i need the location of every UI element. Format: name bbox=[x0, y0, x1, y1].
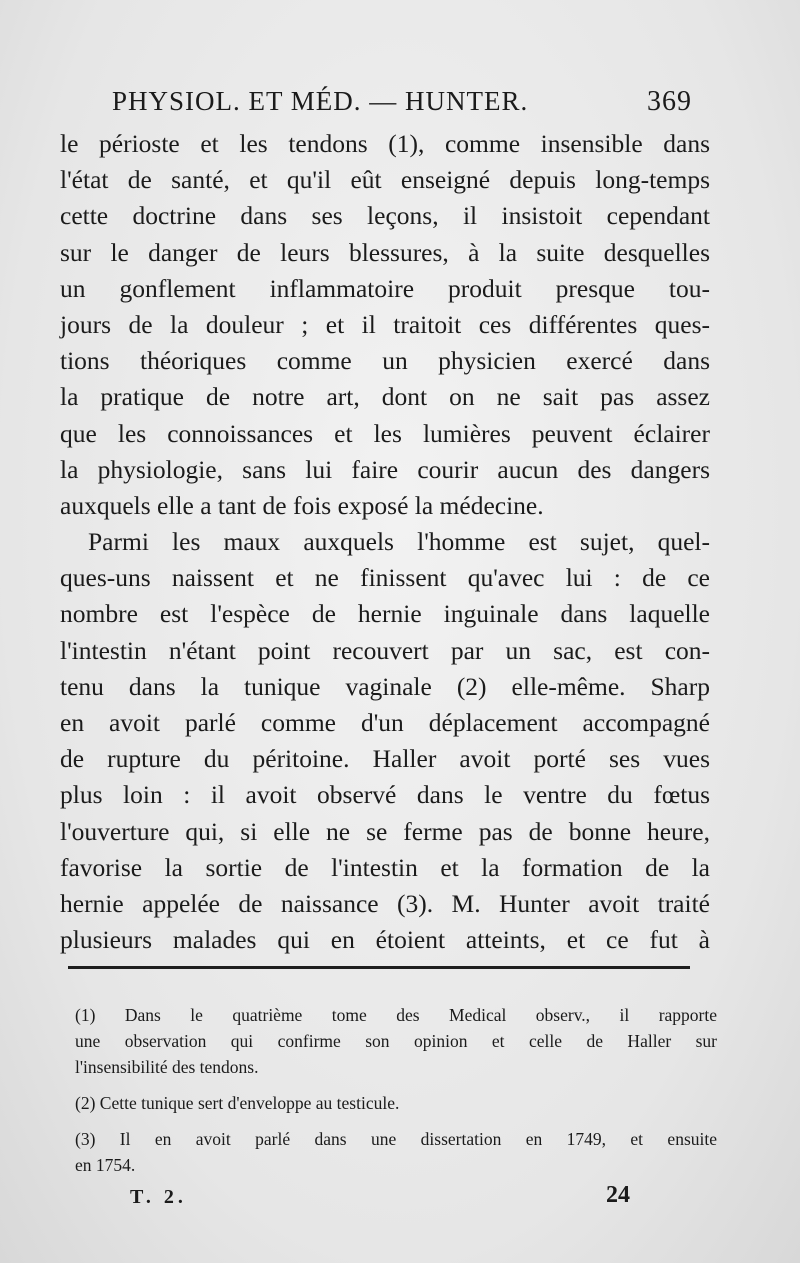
text-line: la physiologie, sans lui faire courir aucun des dangers bbox=[60, 454, 710, 484]
body-text bbox=[60, 126, 710, 958]
footnote-line: en 1754. bbox=[75, 1155, 136, 1175]
text-line: tenu dans la tunique vaginale (2) elle-même. Sharp bbox=[60, 671, 710, 701]
running-head-title: PHYSIOL. ET MÉD. — HUNTER. bbox=[112, 86, 529, 116]
text-line: en avoit parlé comme d'un déplacement accompagné bbox=[60, 708, 710, 737]
footnote-1 bbox=[75, 1002, 717, 1080]
footnote-3 bbox=[75, 1126, 717, 1178]
text-line: hernie appelée de naissance (3). M. Hunter avoit traité bbox=[60, 888, 710, 918]
text-line: un gonflement inflammatoire produit presque tou- bbox=[60, 273, 710, 303]
footnote-line: (3) Il en avoit parlé dans une dissertation en 1749, et ensuite bbox=[75, 1129, 717, 1149]
text-line: cette doctrine dans ses leçons, il insistoit cependant bbox=[60, 201, 710, 231]
footnote-line: (1) Dans le quatrième tome des Medical observ., il rapporte bbox=[75, 1005, 717, 1025]
text-line: plusieurs malades qui en étoient atteints, et ce fut à bbox=[60, 925, 710, 955]
running-head bbox=[112, 86, 692, 124]
text-line: de rupture du péritoine. Haller avoit porté ses vues bbox=[60, 744, 710, 774]
text-line: favorise la sortie de l'intestin et la formation de la bbox=[60, 852, 710, 882]
footnotes bbox=[75, 1002, 717, 1178]
footnote-line: (2) Cette tunique sert d'enveloppe au testicule. bbox=[75, 1093, 400, 1113]
signature-mark: T. 2. bbox=[130, 1186, 187, 1208]
text-line: tions théoriques comme un physicien exercé dans bbox=[60, 346, 710, 376]
text-line: l'ouverture qui, si elle ne se ferme pas de bonne heure, bbox=[60, 816, 710, 846]
text-line: plus loin : il avoit observé dans le ventre du fœtus bbox=[60, 780, 710, 810]
text-line: ques-uns naissent et ne finissent qu'avec lui : de ce bbox=[60, 563, 710, 593]
footnote-line: une observation qui confirme son opinion et celle de Haller sur bbox=[75, 1031, 717, 1051]
text-line: le périoste et les tendons (1), comme insensible dans bbox=[60, 129, 710, 158]
text-line: sur le danger de leurs blessures, à la suite desquelles bbox=[60, 237, 710, 267]
footnote-line: l'insensibilité des tendons. bbox=[75, 1057, 259, 1077]
signature-number: 24 bbox=[606, 1182, 630, 1208]
text-line: l'état de santé, et qu'il eût enseigné depuis long-temps bbox=[60, 165, 710, 195]
text-line: Parmi les maux auxquels l'homme est sujet, quel- bbox=[88, 527, 710, 557]
text-line: que les connoissances et les lumières peuvent éclairer bbox=[60, 418, 710, 448]
text-line: l'intestin n'étant point recouvert par un sac, est con- bbox=[60, 635, 710, 665]
text-line: auxquels elle a tant de fois exposé la médecine. bbox=[60, 490, 544, 520]
text-line: jours de la douleur ; et il traitoit ces différentes ques- bbox=[60, 309, 710, 339]
footnote-2 bbox=[75, 1090, 717, 1116]
footnote-rule bbox=[68, 966, 690, 969]
text-line: la pratique de notre art, dont on ne sait pas assez bbox=[60, 382, 710, 412]
text-line: nombre est l'espèce de hernie inguinale dans laquelle bbox=[60, 599, 710, 629]
page-number: 369 bbox=[647, 86, 692, 117]
